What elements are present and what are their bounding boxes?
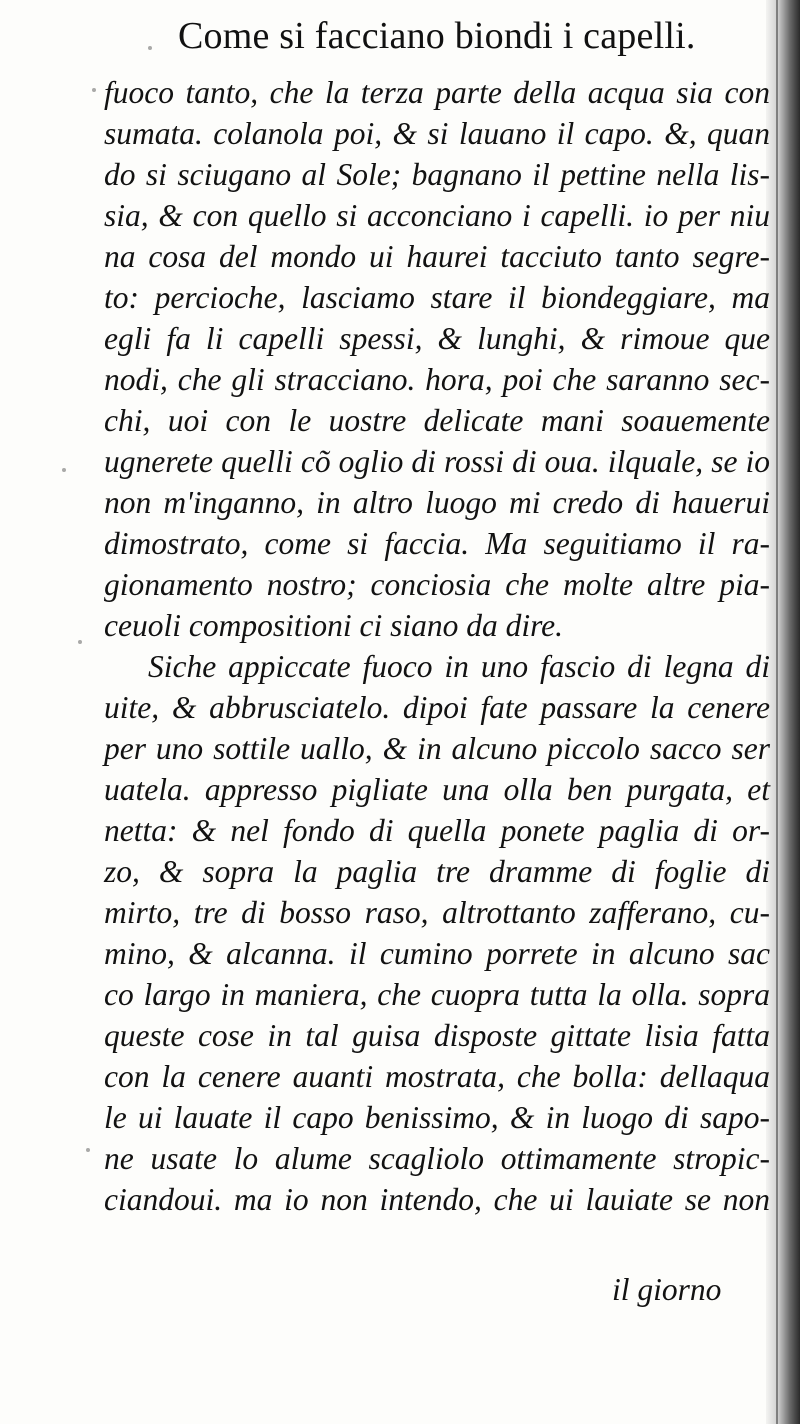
paragraph-2: [104, 646, 770, 1220]
ink-speck: [92, 88, 96, 92]
text-line: gionamento nostro; conciosia che molte altre pia-: [104, 567, 770, 602]
text-line: na cosa del mondo ui haurei tacciuto tanto segre-: [104, 239, 770, 274]
catchword: il giorno: [612, 1272, 722, 1307]
ink-speck: [78, 640, 82, 644]
text-line: ceuoli compositioni ci siano da dire.: [104, 608, 564, 643]
ink-speck: [62, 468, 66, 472]
text-line: uite, & abbrusciatelo. dipoi fate passare la cenere: [104, 690, 770, 725]
text-line: le ui lauate il capo benissimo, & in luogo di sapo-: [104, 1100, 770, 1135]
text-line: non m'inganno, in altro luogo mi credo di hauerui: [104, 485, 770, 520]
text-line: nodi, che gli stracciano. hora, poi che saranno sec-: [104, 362, 770, 397]
text-line: sia, & con quello si acconciano i capelli. io per niu: [104, 198, 770, 233]
text-line: ciandoui. ma io non intendo, che ui lauiate se non: [104, 1182, 770, 1217]
text-line: netta: & nel fondo di quella ponete paglia di or-: [104, 813, 770, 848]
text-line: to: percioche, lasciamo stare il biondeggiare, ma: [104, 280, 770, 315]
body-text: [104, 72, 770, 1220]
binding-gutter: [766, 0, 800, 1424]
text-line: do si sciugano al Sole; bagnano il pettine nella lis-: [104, 157, 770, 192]
text-line: queste cose in tal guisa disposte gittate lisia fatta: [104, 1018, 770, 1053]
text-line: egli fa li capelli spessi, & lunghi, & rimoue que: [104, 321, 770, 356]
text-line: co largo in maniera, che cuopra tutta la olla. sopra: [104, 977, 770, 1012]
text-line: mirto, tre di bosso raso, altrottanto zafferano, cu-: [104, 895, 770, 930]
text-line: sumata. colanola poi, & si lauano il capo. &, quan: [104, 116, 770, 151]
text-line: ne usate lo alume scagliolo ottimamente stropic-: [104, 1141, 770, 1176]
text-line: zo, & sopra la paglia tre dramme di foglie di: [104, 854, 770, 889]
binding-edge-line: [776, 0, 778, 1424]
paragraph-1: [104, 72, 770, 646]
text-line: per uno sottile uallo, & in alcuno piccolo sacco ser: [104, 731, 770, 766]
text-line: fuoco tanto, che la terza parte della acqua sia con: [104, 75, 770, 110]
text-line: con la cenere auanti mostrata, che bolla: dellaqua: [104, 1059, 770, 1094]
running-title: Come si facciano biondi i capelli.: [178, 15, 696, 57]
text-line: ugnerete quelli cõ oglio di rossi di oua. ilquale, se io: [104, 444, 770, 479]
text-line: chi, uoi con le uostre delicate mani soauemente: [104, 403, 770, 438]
ink-speck: [148, 46, 152, 50]
text-line: mino, & alcanna. il cumino porrete in alcuno sac: [104, 936, 770, 971]
text-line: Siche appiccate fuoco in uno fascio di legna di: [148, 649, 770, 684]
ink-speck: [86, 1148, 90, 1152]
text-line: uatela. appresso pigliate una olla ben purgata, et: [104, 772, 770, 807]
text-line: dimostrato, come si faccia. Ma seguitiamo il ra-: [104, 526, 770, 561]
